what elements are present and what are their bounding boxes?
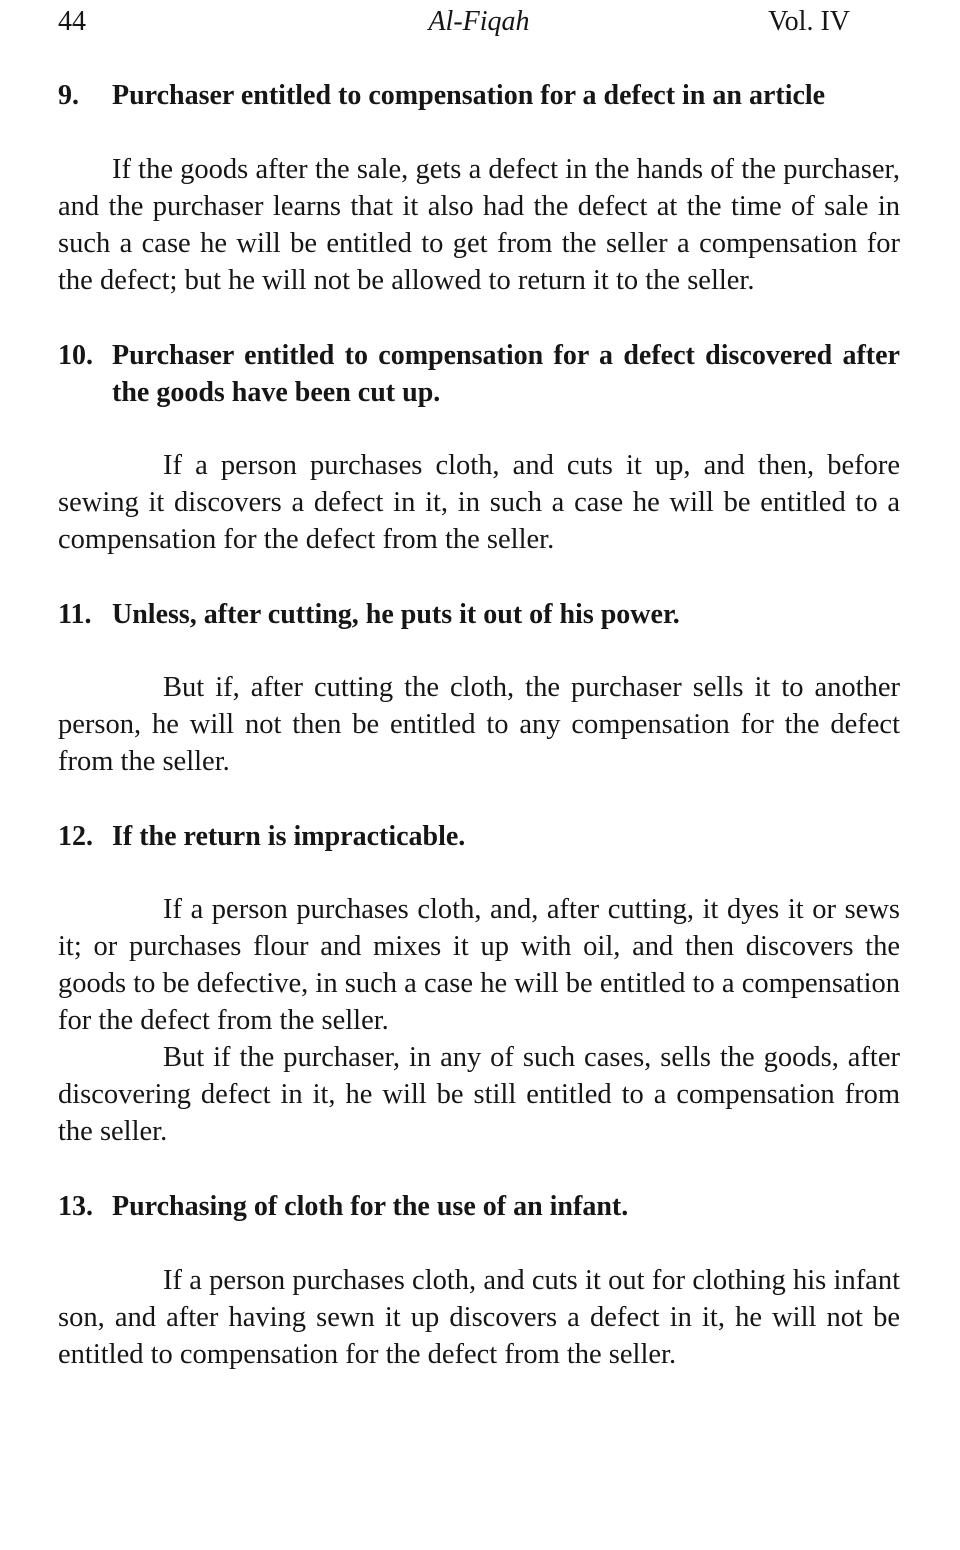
book-page <box>58 0 900 1373</box>
section-heading-13 <box>58 1188 900 1225</box>
section-11-paragraph: But if, after cutting the cloth, the purchaser sells it to another person, he will not then be entitled to any compensation for the defect from the seller. <box>58 672 900 777</box>
book-title: Al-Fiqah <box>428 6 530 37</box>
section-title: Purchasing of cloth for the use of an infant. <box>112 1191 629 1222</box>
section-number: 9. <box>58 80 79 111</box>
section-number: 13. <box>58 1191 93 1222</box>
section-12-paragraph-1: If a person purchases cloth, and, after cutting, it dyes it or sews it; or purchases flour and mixes it up with oil, and then discovers the goods to be defective, in such a case he will be entitled to a compensation for the defect from the seller. <box>58 894 900 1036</box>
section-number: 10. <box>58 340 93 371</box>
section-title: Purchaser entitled to compensation for a defect in an article <box>112 80 826 111</box>
section-number: 11. <box>58 599 92 630</box>
section-heading-11 <box>58 596 900 633</box>
section-title: Unless, after cutting, he puts it out of his power. <box>112 599 680 630</box>
page-number: 44 <box>58 6 86 37</box>
section-heading-9 <box>58 77 900 114</box>
section-heading-12 <box>58 818 900 855</box>
running-header <box>58 0 900 44</box>
section-9-paragraph: If the goods after the sale, gets a defect in the hands of the purchaser, and the purchaser learns that it also had the defect at the time of sale in such a case he will be entitled to get from the seller a compensation for the defect; but he will not be allowed to return it to the seller. <box>58 154 900 296</box>
section-title: Purchaser entitled to compensation for a defect discovered after the goods have been cut up. <box>112 340 900 408</box>
section-title: If the return is impracticable. <box>112 821 466 852</box>
volume-label: Vol. IV <box>768 6 850 37</box>
section-number: 12. <box>58 821 93 852</box>
section-12-paragraph-2: But if the purchaser, in any of such cases, sells the goods, after discovering defect in it, he will be still entitled to a compensation from the seller. <box>58 1042 900 1147</box>
section-13-paragraph: If a person purchases cloth, and cuts it out for clothing his infant son, and after having sewn it up discovers a defect in it, he will not be entitled to compensation for the defect from the seller. <box>58 1265 900 1370</box>
section-heading-10 <box>58 337 900 411</box>
section-10-paragraph: If a person purchases cloth, and cuts it up, and then, before sewing it discovers a defect in it, in such a case he will be entitled to a compensation for the defect from the seller. <box>58 450 900 555</box>
